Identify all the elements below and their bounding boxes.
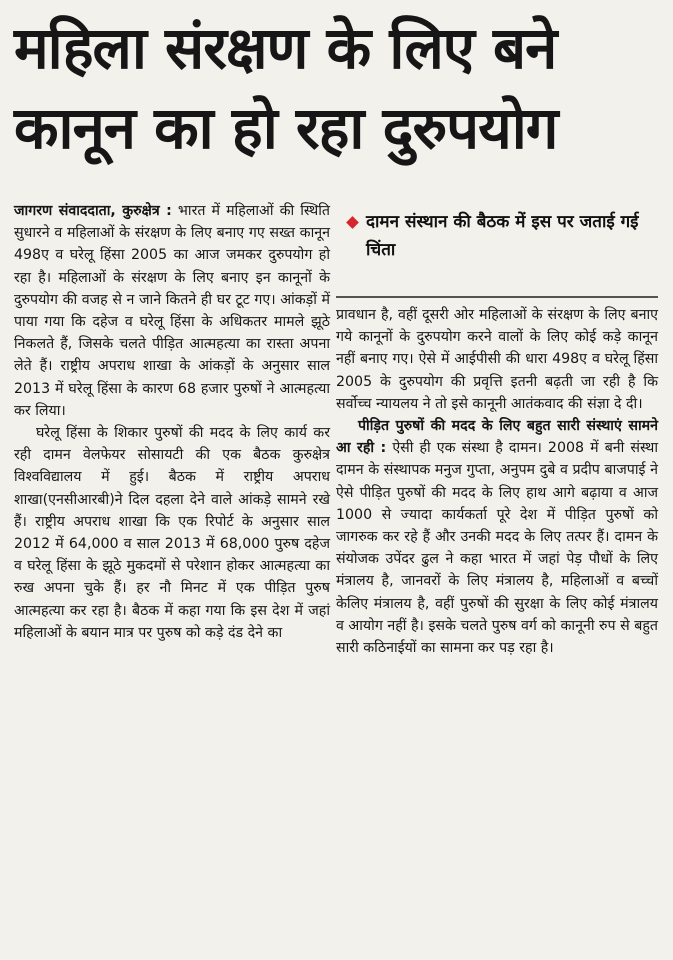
callout-divider (336, 296, 658, 298)
paragraph-1-text: भारत में महिलाओं की स्थिति सुधारने व महिलाओं के संरक्षण के लिए बनाए गए सख्त कानून 498ए व घरेलू हिंसा 2005 का आज जमकर दुरुपयोग हो रहा है। महिलाओं के संरक्षण के लिए बनाए इन कानूनों के दुरुपयोग की वजह से न जाने कितने ही घर टूट गए। आंकड़ों में पाया गया कि दहेज व घरेलू हिंसा के अधिकतर मामले झूठे निकलते हैं, जिसके चलते पीड़ित आत्महत्या का रास्ता अपना लेते हैं। राष्ट्रीय अपराध शाखा के आंकड़ों के अनुसार साल 2013 में घरेलू हिंसा के कारण 68 हजार पुरुषों ने आत्महत्या कर लिया। (14, 203, 330, 419)
paragraph-3: प्रावधान है, वहीं दूसरी ओर महिलाओं के संरक्षण के लिए बनाए गये कानूनों के दुरुपयोग करने वालों के लिए कोई कड़े कानून नहीं बनाए गए। ऐसे में आईपीसी की धारा 498ए व घरेलू हिंसा 2005 के दुरुपयोग की प्रवृत्ति इतनी बढ़ती जा रही है कि सर्वोच्च न्यायलय ने तो इसे कानूनी आतंकवाद की संज्ञा दे दी। (336, 307, 658, 412)
paragraph-2: घरेलू हिंसा के शिकार पुरुषों की मदद के लिए कार्य कर रही दामन वेलफेयर सोसायटी की एक बैठक कुरुक्षेत्र विश्वविद्यालय में हुई। बैठक में राष्ट्रीय अपराध शाखा(एनसीआरबी)ने दिल दहला देने वाले आंकड़े सामने रखे हैं। राष्ट्रीय अपराध शाखा कि एक रिपोर्ट के अनुसार साल 2012 में 64,000 व साल 2013 में 68,000 पुरुष दहेज व घरेलू हिंसा के झूठे मुकदमों से परेशान होकर आत्महत्या का रुख अपना चुके हैं। हर नौ मिनट में एक पीड़ित पुरुष आत्महत्या कर रहा है। बैठक में कहा गया कि इस देश में जहां महिलाओं के बयान मात्र पर पुरुष को कड़े दंड देने का (14, 425, 330, 641)
dateline: जागरण संवाददाता, कुरुक्षेत्र : (14, 203, 172, 219)
callout-box (342, 208, 660, 290)
paragraph-4-text: ऐसी ही एक संस्था है दामन। 2008 में बनी संस्था दामन के संस्थापक मनुज गुप्ता, अनुपम दुबे व प्रदीप बाजपाई ने ऐसे पीड़ित पुरुषों की मदद के लिए हाथ आगे बढ़ाया व आज 1000 से ज्यादा कार्यकर्ता पूरे देश में पीड़ित पुरुषों को जागरुक कर रहे हैं और उनकी मदद के लिए तत्पर हैं। दामन के संयोजक उपेंदर ढुल ने कहा भारत में जहां पेड़ पौधों के लिए मंत्रालय है, जानवरों के लिए मंत्रालय है, महिलाओं व बच्चों केलिए मंत्रालय है, वहीं पुरुषों की सुरक्षा के लिए कोई मंत्रालय व आयोग नहीं है। इसके चलते पुरुष वर्ग को कानूनी रुप से बहुत सारी कठिनाईयों का सामना कर पड़ रहा है। (336, 440, 658, 657)
right-column (336, 304, 658, 659)
paragraph-4 (336, 415, 658, 659)
callout-text: दामन संस्थान की बैठक में इस पर जताई गई चिंता (366, 212, 639, 260)
headline-line-1: महिला संरक्षण के लिए बने (14, 14, 557, 82)
diamond-bullet-icon (346, 216, 359, 229)
left-column (14, 200, 330, 644)
headline (14, 8, 664, 168)
headline-line-2: कानून का हो रहा दुरुपयोग (14, 94, 558, 162)
subheading: पीड़ित पुरुषों की मदद के लिए बहुत सारी संस्थाएं सामने आ रही : (336, 418, 658, 457)
paragraph-1 (14, 200, 330, 422)
